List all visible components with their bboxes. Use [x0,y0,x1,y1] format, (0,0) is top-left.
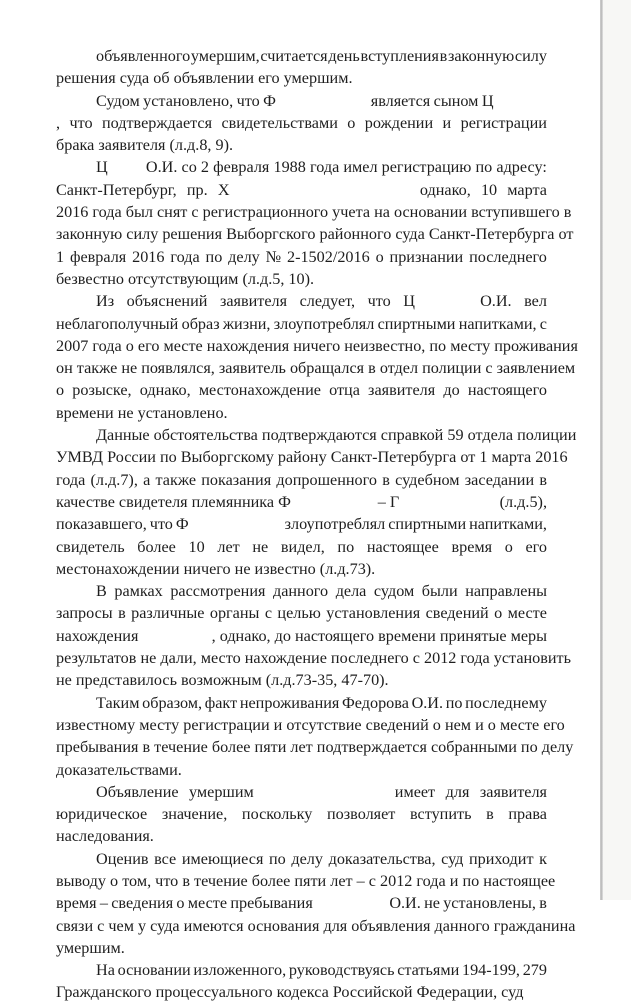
word: Ц [96,158,108,177]
word: однако, [419,180,471,199]
word: допрошенного [276,470,377,489]
word: Таким [96,693,140,712]
word: по [445,693,463,712]
word: сыном [433,91,479,110]
word: по [205,247,223,266]
word: розыске, [72,381,132,400]
word: умершим, [190,47,260,65]
word: Объявление [96,782,179,801]
redacted-name [316,892,386,914]
text-line [56,357,576,379]
word: признании [389,247,464,266]
word: местонахождение [198,381,321,400]
word: О.И. [145,158,178,177]
word: а [143,470,151,489]
word: с [264,604,272,623]
word: – Г [377,492,400,511]
word: судебном [395,470,460,489]
word: вступления [360,47,439,65]
word: свидетельствами [221,113,338,132]
word: права [508,805,547,824]
word: в [118,604,126,623]
word: года [309,158,340,177]
word: нахождения [56,626,139,645]
word: пребывания в течение более пяти лет подтверждается собранными по делу [56,738,574,757]
text-line [56,469,547,491]
word: делу [228,247,260,266]
word: также [155,470,197,489]
word: На [96,961,115,980]
redacted-name [138,625,211,647]
word: напитками, [458,314,537,333]
text-line [56,246,547,268]
word: целью [277,604,321,623]
word: о [56,381,65,400]
word: 2016 [132,247,165,266]
word: однако, [139,381,191,400]
text-line [56,67,547,89]
text-line [56,491,547,513]
word: делу [291,849,323,868]
text-line [56,937,547,959]
word: (л.д.5), [499,492,547,511]
word: позволяет [327,805,396,824]
word: органы [209,604,260,623]
word: день [328,47,360,65]
word: более [137,537,176,556]
text-line [56,692,547,714]
word: неблагополучный [56,314,179,333]
word: не представилось возможным (л.д.73-35, 47-70). [56,671,389,690]
word: доказательствами. [56,760,182,779]
word: сведений [425,604,489,623]
word: О.И. [411,693,444,712]
word: не [252,537,269,556]
paragraph [56,156,574,290]
word: время [56,894,97,913]
word: что [69,113,93,132]
word: различные [131,604,205,623]
word: заявителя [219,292,288,311]
paragraph [56,424,577,580]
word: подтверждается [101,113,213,132]
word: в [382,470,390,489]
text-line [56,825,547,847]
word: настоящего [467,381,547,400]
word: наследования. [56,827,154,846]
word: лет [217,537,240,556]
word: рамках [114,582,163,601]
word: в [486,805,494,824]
word: результатов не дали, место нахождение последнего с 2012 года установить [56,649,572,668]
word: законную силу решения Выборгского районного суда Санкт-Петербурга от [56,225,574,244]
word: Ц [481,91,494,110]
word: 2016 года был снят с регистрационного учета на основании вступившего в [56,203,572,222]
word: образ [181,314,220,333]
text-line [56,536,547,558]
word: доказательства, [328,849,436,868]
paragraph [56,290,578,424]
word: № [265,247,282,266]
word: настоящее [366,537,439,556]
word: жизни, [222,314,271,333]
word: его [525,537,547,556]
word: В [96,582,107,601]
word: сведения [111,894,174,913]
word: в [539,894,547,913]
word: силу [514,47,547,65]
text-line [56,915,576,937]
text-line [56,313,547,335]
word: установлены, [443,894,536,913]
text-line [56,781,547,803]
word: Ф [175,515,189,534]
text-line [56,112,547,134]
word: показавшего, [56,515,147,534]
text-line [56,759,547,781]
word: к [539,849,547,868]
text-line [56,870,556,892]
word: в [539,470,547,489]
word: не [424,894,440,913]
text-line [56,558,547,580]
word: имеет [394,782,436,801]
word: напитками, [469,515,547,534]
word: качестве свидетеля племянника Ф [56,492,291,511]
word: показания [201,470,272,489]
text-line [56,156,547,178]
word: вступить [410,805,472,824]
text-line [56,669,547,691]
word: Федорова [342,693,409,712]
word: что [367,292,391,311]
word: УМВД России по Выборгскому району Санкт-Петербурга от 1 марта 2016 [56,448,568,467]
word: имеющиеся [181,849,264,868]
word: Х [217,180,230,199]
word: заявителя [368,381,436,400]
paragraph [56,90,547,157]
word: месте [507,604,547,623]
word: что [236,91,260,110]
text-line [56,201,572,223]
text-line [56,179,547,201]
redacted-name [112,156,142,178]
word: О.И. [480,292,512,311]
word: местонахождении ничего не известно (л.д.73). [56,559,376,578]
word: видел, [280,537,325,556]
word: статьями [397,961,460,980]
word: марта [507,180,547,199]
document-body [56,45,578,1004]
word: заявителя [479,782,547,801]
word: дела [335,582,367,601]
word: 10 [188,537,205,556]
word: имел [343,158,378,177]
word: года [170,247,200,266]
word: 2 [200,158,209,177]
word: 2-1502/2016 [286,247,370,266]
word: времени не установлено. [56,403,228,422]
word: 1 [56,247,65,266]
word: руководствуясь [288,961,395,980]
word: связи с чем у суда имеются основания для объявления данного гражданина [56,916,576,935]
word: и [442,113,452,132]
word: месте [187,894,228,913]
text-line [56,714,565,736]
word: со [181,158,197,177]
word: , однако, до настоящего времени принятые меры [211,626,547,645]
word: вел [524,292,547,311]
word: Из [96,292,115,311]
word: время [451,537,493,556]
redacted-name [428,290,468,312]
text-line [56,446,568,468]
word: известному месту регистрации и отсутствие сведений о нем и о месте его [56,715,565,734]
word: Судом [96,91,140,110]
word: Гражданского процессуального кодекса Российской Федерации, суд [56,983,524,1002]
text-line [56,134,547,156]
text-line [56,379,547,401]
word: до [443,381,460,400]
text-line [56,223,574,245]
word: регистрацию [381,158,472,177]
word: о [494,604,503,623]
word: основании [117,961,191,980]
word: следует, [299,292,356,311]
text-line [56,959,547,981]
word: О.И. [389,894,421,913]
text-line [56,90,547,112]
word: последнего [469,247,547,266]
word: направлены [465,582,547,601]
word: умершим [189,782,254,801]
text-line [56,402,547,424]
redacted-name [399,491,499,513]
text-line [56,335,578,357]
redacted-name [240,179,410,201]
word: года [56,470,86,489]
word: по [269,849,286,868]
word: поскольку [241,805,313,824]
word: февраля [213,158,270,177]
word: были [421,582,458,601]
paragraph [56,692,574,781]
paragraph [56,959,547,1004]
word: 10 [480,180,498,199]
word: рождении [364,113,434,132]
word: (л.д.7), [90,470,138,489]
word: февраля [69,247,127,266]
text-line [56,892,547,914]
word: выводу о том, что в течение более пяти лет – с 2012 года и по настоящее [56,871,556,890]
text-line [56,580,547,602]
word: пребывания [230,894,313,913]
word: рассмотрения [170,582,266,601]
text-line [56,268,547,290]
word: отца [329,381,360,400]
word: пр. [186,180,208,199]
text-line [56,424,577,446]
redacted-name [291,491,378,513]
word: безвестно отсутствующим (л.д.5, 10). [56,269,315,288]
redacted-name [279,90,367,112]
word: злоупотреблял [273,314,375,333]
word: злоупотреблял [284,515,386,534]
word: о [176,894,185,913]
word: по [337,537,355,556]
word: Санкт-Петербург, [56,180,177,199]
word: объявленного [96,47,191,65]
word: в [439,47,448,65]
word: установления [326,604,421,623]
word: 194-199, [461,961,520,980]
word: 2007 года о его месте нахождения ничего неизвестно, по месту проживания [56,336,578,355]
word: является [370,91,431,110]
word: данного [272,582,329,601]
word: брака заявителя (л.д.8, 9). [56,136,234,155]
paragraph [56,848,576,959]
paragraph [56,781,547,848]
text-line [56,513,547,535]
redacted-name [192,513,282,535]
word: с [539,314,547,333]
text-line [56,981,547,1003]
word: 279 [522,961,547,980]
word: о [375,247,384,266]
redacted-name [497,90,547,112]
text-line [56,602,547,624]
word: последнему [465,693,547,712]
word: для [445,782,470,801]
word: изложенного, [193,961,287,980]
word: свидетель [56,537,125,556]
word: считается [260,47,328,65]
paragraph [56,45,547,90]
word: заседании [464,470,535,489]
text-line [56,625,547,647]
word: спиртными [388,515,467,534]
word: образом, [142,693,203,712]
word: решения суда об объявлении его умершим. [56,69,353,88]
text-line [56,803,547,825]
word: установлено, [143,91,234,110]
adjacent-page-margin [603,0,631,900]
word: регистрации [460,113,547,132]
page-edge-shadow [600,0,603,900]
word: суд [441,849,464,868]
word: все [154,849,177,868]
paragraph [56,580,572,691]
word: Ц [403,292,415,311]
word: 1988 [273,158,306,177]
word: по [475,158,493,177]
word: умершим. [56,938,125,957]
word: объяснений [126,292,208,311]
text-line [56,848,547,870]
word: запросы [56,604,113,623]
word: Оценив [96,849,149,868]
word: Ф [263,91,276,110]
word: – [99,894,108,913]
word: законную [447,47,515,65]
redacted-name [264,781,384,803]
word: , [56,113,61,132]
word: непроживания [239,693,340,712]
word: о [504,537,513,556]
word: приходит [469,849,534,868]
word: судом [373,582,415,601]
word: что [149,515,173,534]
word: адресу: [496,158,547,177]
text-line [56,647,572,669]
text-line [56,45,547,67]
text-line [56,290,547,312]
word: о [347,113,356,132]
word: он также не появлялся, заявитель обращался в отдел полиции с заявлением [56,359,576,378]
word: значение, [161,805,228,824]
word: спиртными [377,314,456,333]
text-line [56,736,574,758]
word: Данные обстоятельства подтверждаются справкой 59 отдела полиции [96,426,577,445]
word: факт [204,693,238,712]
word: юридическое [56,805,148,824]
